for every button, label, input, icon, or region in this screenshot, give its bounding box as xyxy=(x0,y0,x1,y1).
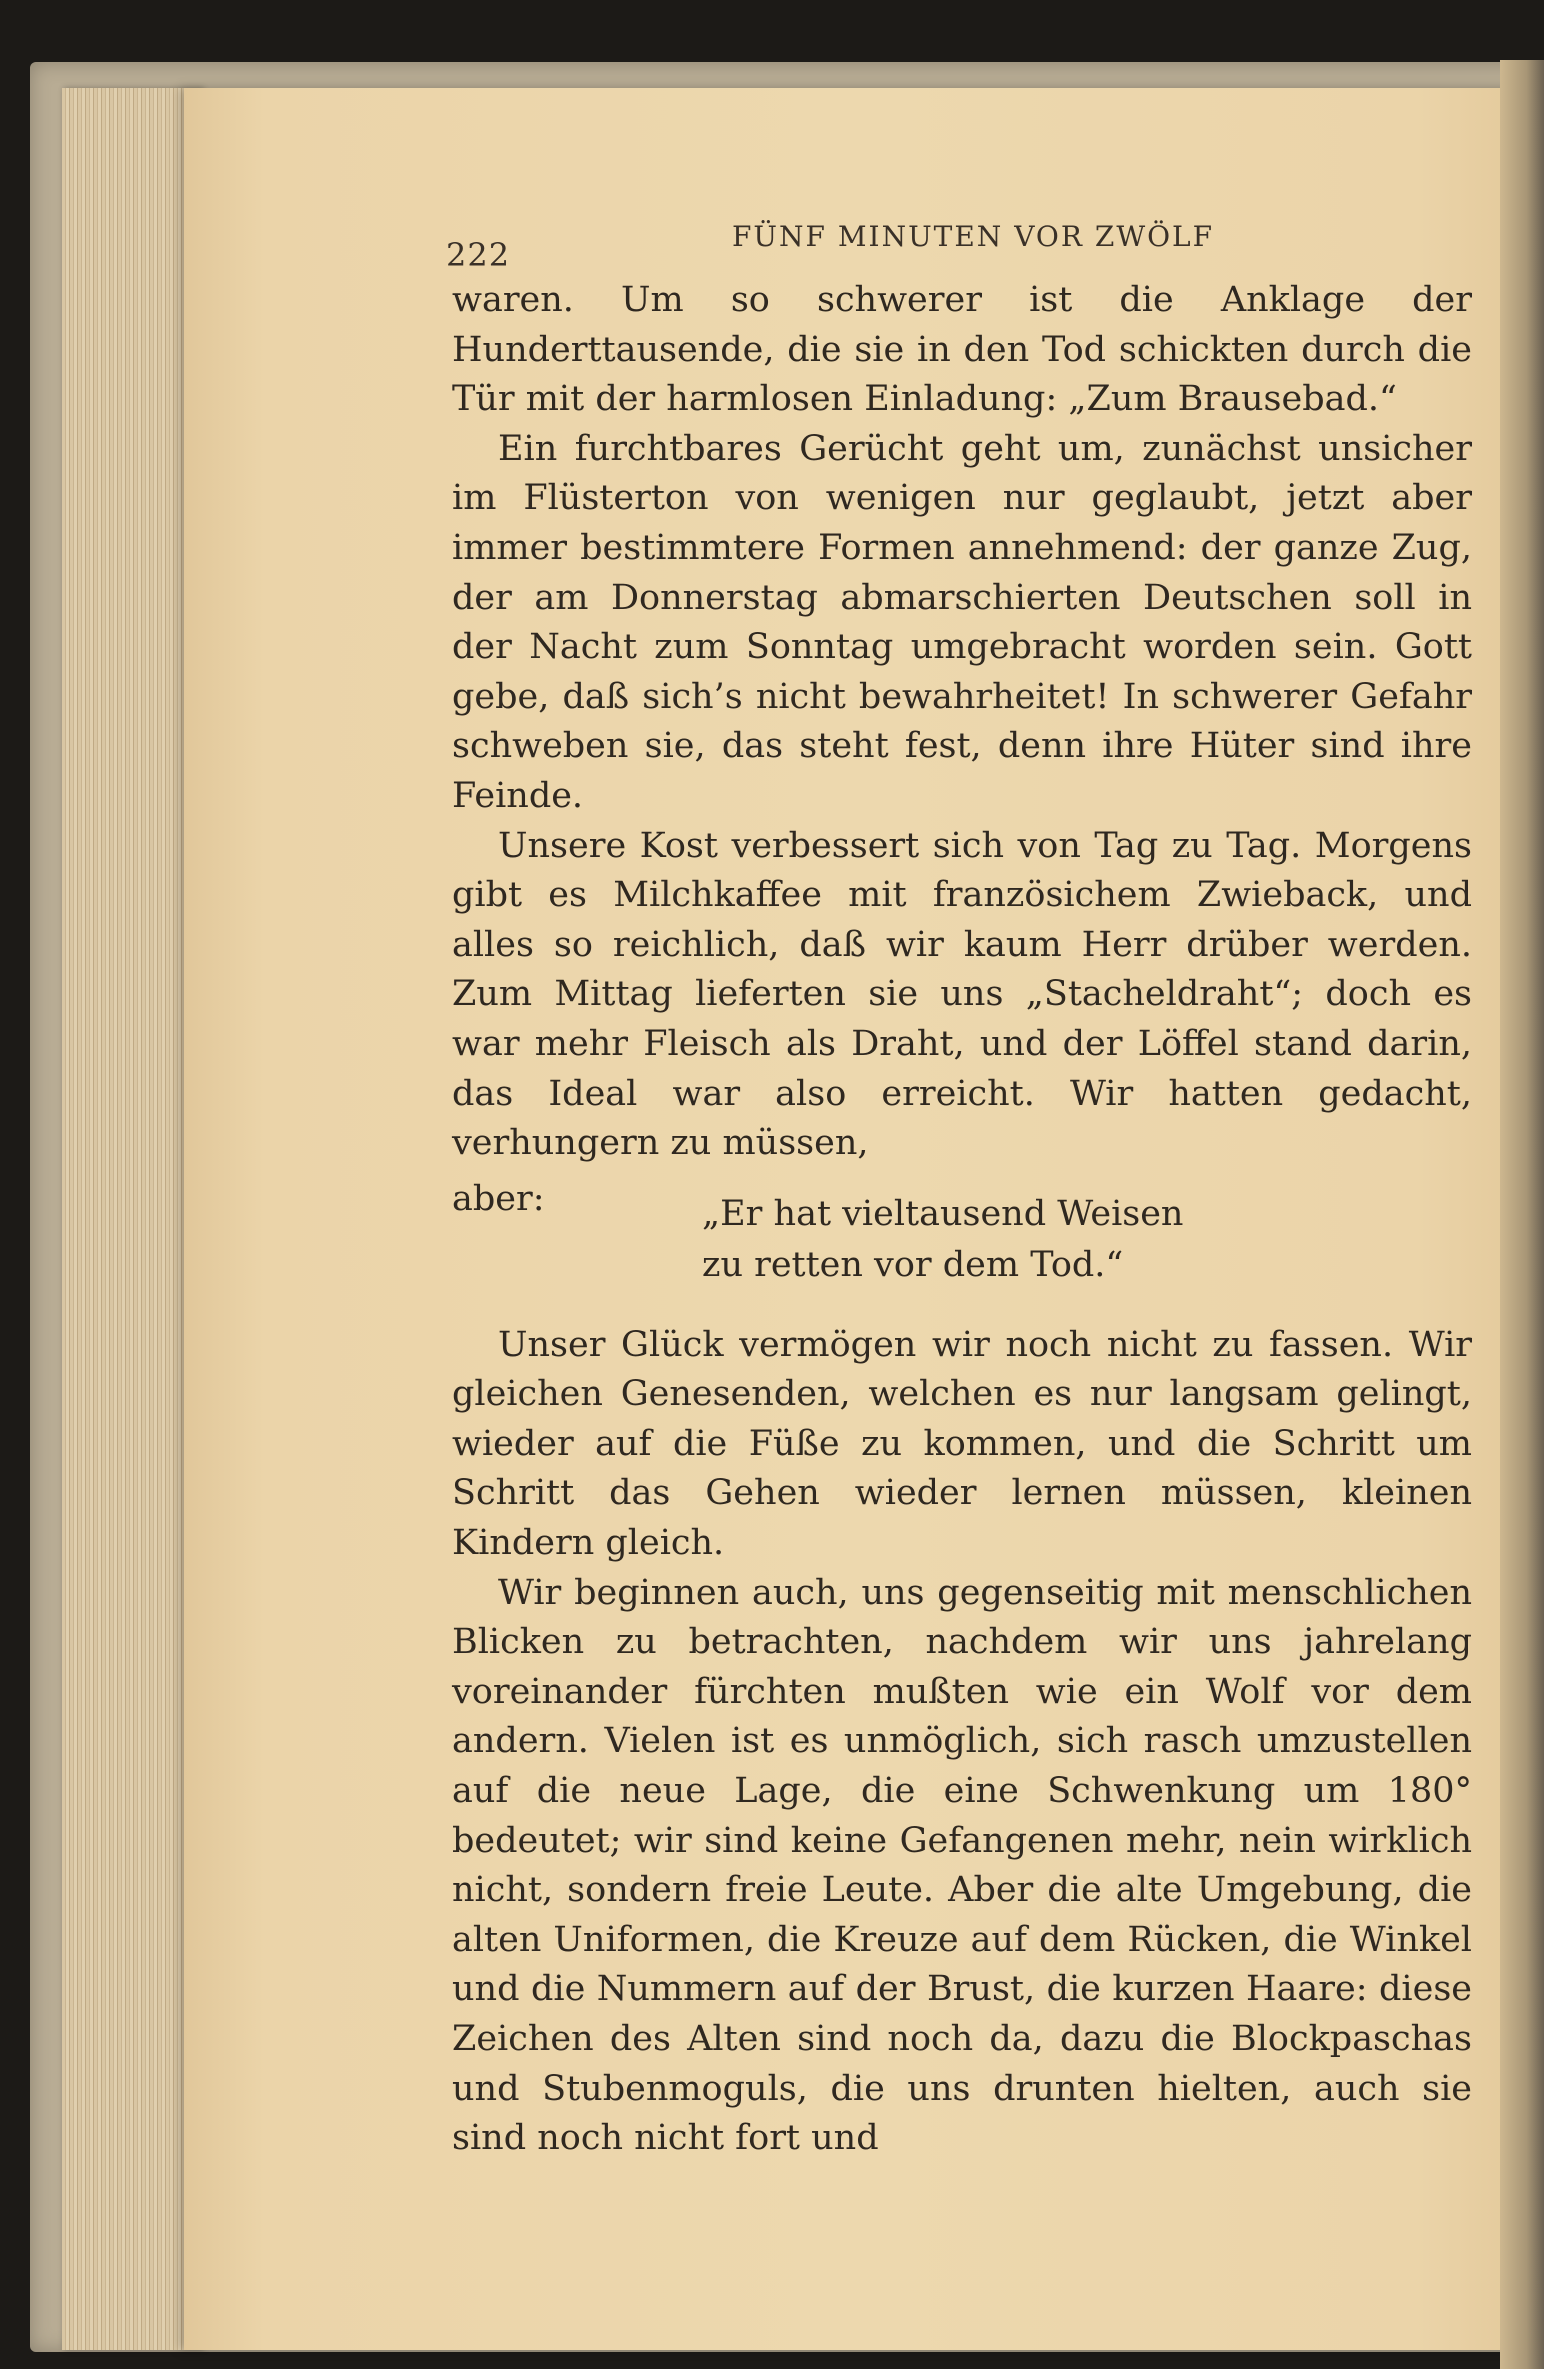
quotation xyxy=(452,1169,1472,1283)
paragraph-3: Unsere Kost verbessert sich von Tag zu Tag. Morgens gibt es Milchkaffee mit französichem Zwieback, und alles so reichlich, daß wir kaum Herr drüber werden. Zum Mittag lieferten sie uns „Stacheldraht“; doch es war mehr Fleisch als Draht, und der Löffel stand darin, das Ideal war also erreicht. Wir hatten gedacht, verhungern zu müssen, xyxy=(452,825,1472,1164)
paragraph-5: Wir beginnen auch, uns gegenseitig mit menschlichen Blicken zu betrachten, nachdem wir uns jahrelang voreinander fürchten mußten wie ein Wolf vor dem andern. Vielen ist es unmöglich, sich rasch umzustellen auf die neue Lage, die eine Schwenkung um 180° bedeutet; wir sind keine Gefangenen mehr, nein wirklich nicht, sondern freie Leute. Aber die alte Umgebung, die alten Uniformen, die Kreuze auf dem Rücken, die Winkel und die Nummern auf der Brust, die kurzen Haare: diese Zeichen des Alten sind noch da, dazu die Blockpaschas und Stubenmoguls, die uns drunten hielten, auch sie sind noch nicht fort und xyxy=(452,1572,1472,2159)
body-text xyxy=(452,276,1472,2164)
paragraph-2: Ein furchtbares Gerücht geht um, zunächst unsicher im Flüsterton von wenigen nur geglaubt, jetzt aber immer bestimmtere Formen annehmend: der ganze Zug, der am Donnerstag abmarschierten Deutschen soll in der Nacht zum Sonntag umgebracht worden sein. Gott gebe, daß sich’s nicht bewahrheitet! In schwerer Gefahr schweben sie, das steht fest, denn ihre Hüter sind ihre Feinde. xyxy=(452,428,1472,816)
page-edges xyxy=(62,88,202,2350)
paragraph-4: Unser Glück vermögen wir noch nicht zu fassen. Wir gleichen Genesenden, welchen es nur langsam gelingt, wieder auf die Füße zu kommen, und die Schritt um Schritt das Gehen wieder lernen müssen, kleinen Kindern gleich. xyxy=(452,1324,1472,1564)
verse-quote xyxy=(702,1189,1183,1291)
verse-line-2: zu retten vor dem Tod.“ xyxy=(702,1244,1124,1285)
paragraph-1: waren. Um so schwerer ist die Anklage der Hunderttausende, die sie in den Tod schickten durch die Tür mit der harmlosen Einladung: „Zum Brausebad.“ xyxy=(452,280,1472,420)
page-number: 222 xyxy=(446,236,511,274)
page-header xyxy=(446,216,1476,274)
running-title: FÜNF MINUTEN VOR ZWÖLF xyxy=(732,220,1215,253)
quote-lead: aber: xyxy=(452,1178,545,1219)
book-spine-edge xyxy=(1500,60,1544,2369)
verse-line-1: „Er hat vieltausend Weisen xyxy=(702,1193,1184,1234)
